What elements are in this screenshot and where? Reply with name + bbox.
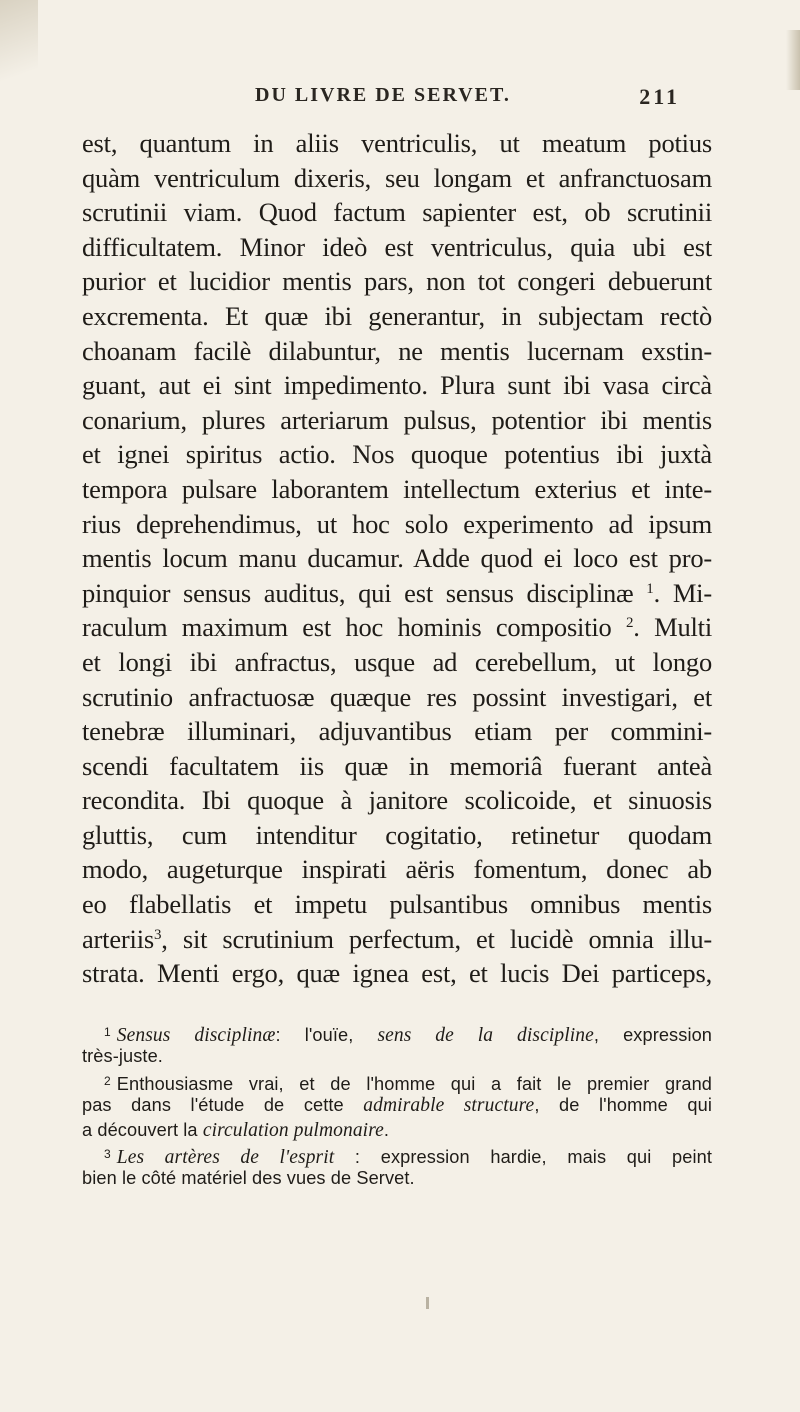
footnote-text: : expression hardie, mais qui peint <box>334 1146 712 1167</box>
text-line: scrutinii viam. Quod factum sapienter est, ob scrutinii <box>82 197 712 228</box>
text-line: gluttis, cum intenditur cogitatio, retinetur quodam <box>82 819 712 850</box>
text-line: modo, augeturque inspirati aëris fomentum, donec ab <box>82 854 712 885</box>
text-line: et ignei spiritus actio. Nos quoque potentius ibi juxtà <box>82 439 712 470</box>
footnotes-block <box>82 1020 712 1191</box>
text-line: eo flabellatis et impetu pulsantibus omnibus mentis <box>82 889 712 920</box>
footnote-text: , de l'homme qui <box>534 1095 712 1116</box>
text-line: guant, aut ei sint impedimento. Plura sunt ibi vasa circà <box>82 370 712 401</box>
footnote-number: 1 <box>104 1025 111 1039</box>
running-head <box>110 84 680 114</box>
text-line: difficultatem. Minor ideò est ventriculus, quia ubi est <box>82 231 712 262</box>
text-line: mentis locum manu ducamur. Adde quod ei loco est pro- <box>82 543 712 574</box>
footnote-term: sens de la discipline <box>377 1025 594 1046</box>
text-line: rius deprehendimus, ut hoc solo experimento ad ipsum <box>82 508 712 539</box>
text-segment: raculum maximum est hoc hominis compositio <box>82 612 612 643</box>
page-number: 211 <box>639 84 680 109</box>
text-line: recondita. Ibi quoque à janitore scolicoide, et sinuosis <box>82 785 712 816</box>
footnote-number: 2 <box>104 1073 111 1088</box>
footnote-reference-1[interactable]: 1 <box>646 580 654 597</box>
footnote-1-continued: très-juste. <box>82 1046 163 1067</box>
footnote-2 <box>82 1069 712 1093</box>
text-line: scrutinio anfractuosæ quæque res possint investigari, et <box>82 681 712 712</box>
footnote-text: Enthousiasme vrai, et de l'homme qui a fait le premier grand <box>116 1073 712 1094</box>
text-line: excrementa. Et quæ ibi generantur, in subjectam rectò <box>82 300 712 331</box>
page-edge-shadow-right <box>786 30 800 90</box>
text-segment: . Multi <box>633 612 712 643</box>
text-segment: arteriis <box>82 923 154 954</box>
text-line: tempora pulsare laborantem intellectum exterius et inte- <box>82 473 712 504</box>
running-title: DU LIVRE DE SERVET. <box>255 84 511 106</box>
text-line: quàm ventriculum dixeris, seu longam et anfranctuosam <box>82 162 712 193</box>
page-edge-shadow <box>0 0 38 90</box>
text-line: conarium, plures arteriarum pulsus, potentior ibi mentis <box>82 404 712 435</box>
footnote-text: pas dans l'étude de cette <box>82 1095 364 1116</box>
footnote-term: admirable structure <box>363 1095 535 1117</box>
footnote-number: 3 <box>104 1146 111 1161</box>
text-line: scendi facultatem iis quæ in memoriâ fuerant anteà <box>82 750 712 781</box>
footnote-2-continued <box>82 1093 712 1117</box>
printer-mark <box>426 1297 429 1309</box>
text-line: est, quantum in aliis ventriculis, ut meatum potius <box>82 128 712 158</box>
footnote-reference-2[interactable]: 2 <box>625 615 634 632</box>
footnote-2-continued <box>82 1118 712 1142</box>
footnote-text: . <box>383 1119 390 1140</box>
text-line: purior et lucidior mentis pars, non tot congeri debuerunt <box>82 266 712 297</box>
footnote-reference-3[interactable]: 3 <box>153 926 162 943</box>
footnote-3 <box>82 1142 712 1166</box>
text-segment: pinquior sensus auditus, qui est sensus disciplinæ <box>82 577 634 608</box>
text-line: tenebræ illuminari, adjuvantibus etiam per commini- <box>82 716 712 747</box>
footnote-text: a découvert la <box>82 1119 203 1140</box>
footnote-3-continued: bien le côté matériel des vues de Servet. <box>82 1168 415 1189</box>
text-line: et longi ibi anfractus, usque ad cerebellum, ut longo <box>82 646 712 677</box>
footnote-text: , expression <box>593 1025 713 1045</box>
text-line: choanam facilè dilabuntur, ne mentis lucernam exstin- <box>82 335 712 366</box>
text-line-with-footnote-1 <box>82 576 712 611</box>
text-segment: . Mi- <box>653 577 712 608</box>
footnote-term: circulation pulmonaire <box>202 1119 384 1141</box>
footnote-text: : l'ouïe, <box>275 1025 378 1045</box>
text-segment: , sit scrutinium perfectum, et lucidè omnia illu- <box>161 923 712 954</box>
text-line: strata. Menti ergo, quæ ignea est, et lucis Dei particeps, <box>82 958 712 989</box>
footnote-term: Sensus disciplinæ <box>116 1025 276 1046</box>
text-line-with-footnote-2 <box>82 610 712 645</box>
text-line-with-footnote-3 <box>82 922 712 957</box>
footnote-1 <box>82 1020 712 1044</box>
main-text-block <box>82 126 712 991</box>
footnote-term: Les artères de l'esprit <box>116 1146 335 1168</box>
